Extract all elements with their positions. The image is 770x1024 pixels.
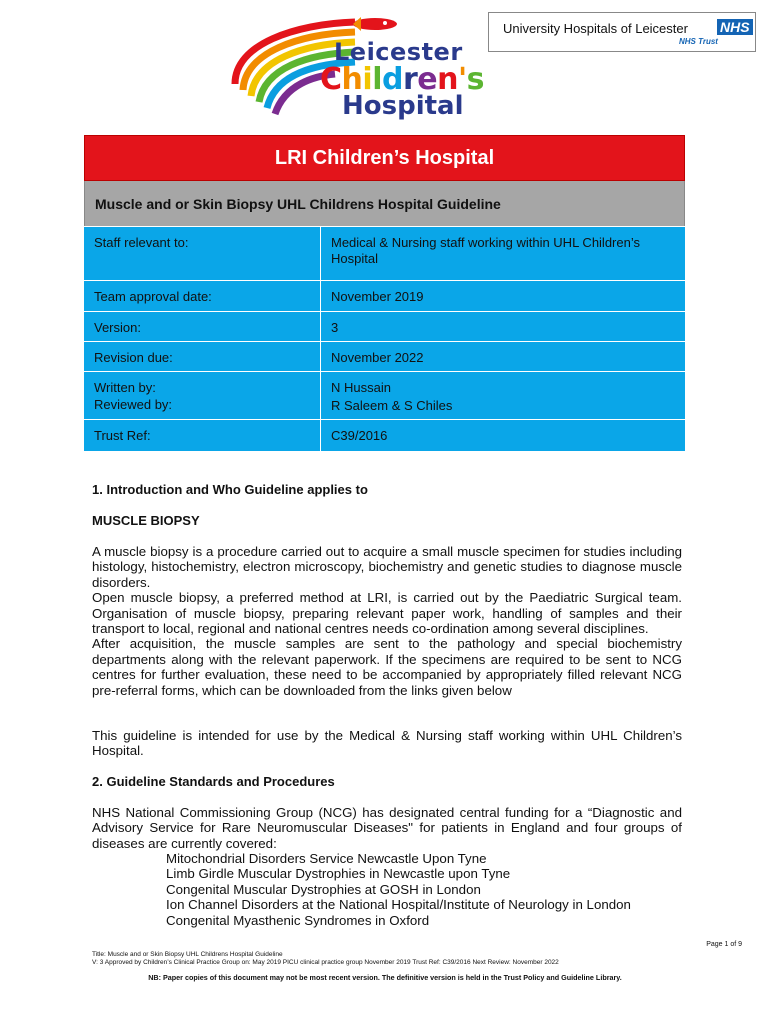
logo-letter: n [437,62,458,97]
footer-version-line: V: 3 Approved by Children’s Clinical Practice Group on: May 2019 PICU clinical practice group November 2019 Trust Ref: C39/2016 Next Review: November 2022 [92,959,559,966]
nhs-trust-label: NHS Trust [679,37,718,46]
logo-letter: e [417,62,438,97]
list-item: Limb Girdle Muscular Dystrophies in Newcastle upon Tyne [166,866,511,882]
logo-letter: r [402,62,418,97]
logo-letter: d [381,62,403,97]
logo-letter: C [320,62,342,97]
page-number: Page 1 of 9 [706,941,742,948]
trust-header [488,12,756,52]
list-item: Congenital Myasthenic Syndromes in Oxford [166,912,430,928]
document-info-table [84,135,685,451]
list-item: Ion Channel Disorders at the National Hospital/Institute of Neurology in London [166,897,631,913]
info-label: Trust Ref: [84,420,321,451]
info-label: Version: [84,312,321,341]
info-value: C39/2016 [331,428,388,443]
info-label: Revision due: [84,342,321,371]
list-item: Congenital Muscular Dystrophies at GOSH in London [166,881,481,897]
info-row-revision [84,341,685,371]
info-row-version [84,311,685,341]
logo-letter: s [466,62,485,97]
paragraph: NHS National Commissioning Group (NCG) has designated central funding for a “Diagnostic and Advisory Service for Rare Neuromuscular Diseases" for patients in England and four groups of diseases are currently covered: [92,805,682,851]
logo-letter: h [341,62,363,97]
info-row-authors [84,371,685,419]
nhs-logo: NHS [717,19,753,35]
document-title: LRI Children’s Hospital [274,146,495,169]
logo-letter: ' [457,62,467,97]
info-label: Staff relevant to: [84,227,321,280]
info-value: Medical & Nursing staff working within UHL Children’s Hospital [331,235,640,266]
paragraph: A muscle biopsy is a procedure carried out to acquire a small muscle specimen for studies including histology, histochemistry, electron microscopy, biochemistry and genetic studies to diagnose muscle disorders. [92,544,682,590]
reviewed-by-value: R Saleem & S Chiles [331,398,453,413]
info-value: 3 [331,320,339,335]
info-value: November 2022 [331,350,424,365]
footer-title-line: Title: Muscle and or Skin Biopsy UHL Childrens Hospital Guideline [92,951,283,958]
info-value [321,372,685,419]
info-label: Team approval date: [84,281,321,311]
muscle-biopsy-heading: MUSCLE BIOPSY [92,513,200,528]
info-label [84,372,321,419]
logo-text [320,38,484,121]
document-subtitle: Muscle and or Skin Biopsy UHL Childrens Hospital Guideline [95,195,501,212]
info-row-trust-ref [84,419,685,451]
trust-name: University Hospitals of Leicester [503,21,688,36]
document-subtitle-bar [84,181,685,226]
document-title-bar [84,135,685,181]
info-value: November 2019 [331,289,424,304]
written-by-label: Written by: [94,380,156,395]
list-item: Mitochondrial Disorders Service Newcastle Upon Tyne [166,851,487,866]
paragraph: Open muscle biopsy, a preferred method at LRI, is carried out by the Paediatric Surgical team. Organisation of muscle biopsy, preparing relevant paper work, handling of samples and their transport to local, regional and national centres needs co-ordination among several disciplines. [92,590,682,637]
ncg-service-list [166,851,631,928]
section-1-heading: 1. Introduction and Who Guideline applies to [92,482,368,497]
info-row-staff [84,226,685,280]
footer-disclaimer: NB: Paper copies of this document may not be most recent version. The definitive version is held in the Trust Policy and Guideline Library. [148,973,622,982]
logo-leicester: Leicester [334,38,463,66]
logo-hospital: Hospital [342,91,464,121]
written-by-value: N Hussain [331,380,391,395]
section-2-heading: 2. Guideline Standards and Procedures [92,774,335,789]
section-2-body [92,805,682,851]
paragraph: After acquisition, the muscle samples are sent to the pathology and special biochemistry departments along with the relevant paperwork. If the specimens are required to be sent to NCG centres for further evaluation, these need to be accompanied by appropriately filled relevant NCG pre-referral forms, which can be downloaded from the links given below [92,636,682,698]
section-1-scope [92,728,682,759]
logo-letter: l [372,62,382,97]
info-row-approval [84,280,685,311]
logo-letter: i [362,62,373,97]
paragraph: This guideline is intended for use by the Medical & Nursing staff working within UHL Children’s Hospital. [92,728,682,759]
section-1-body [92,544,682,698]
reviewed-by-label: Reviewed by: [94,397,173,412]
